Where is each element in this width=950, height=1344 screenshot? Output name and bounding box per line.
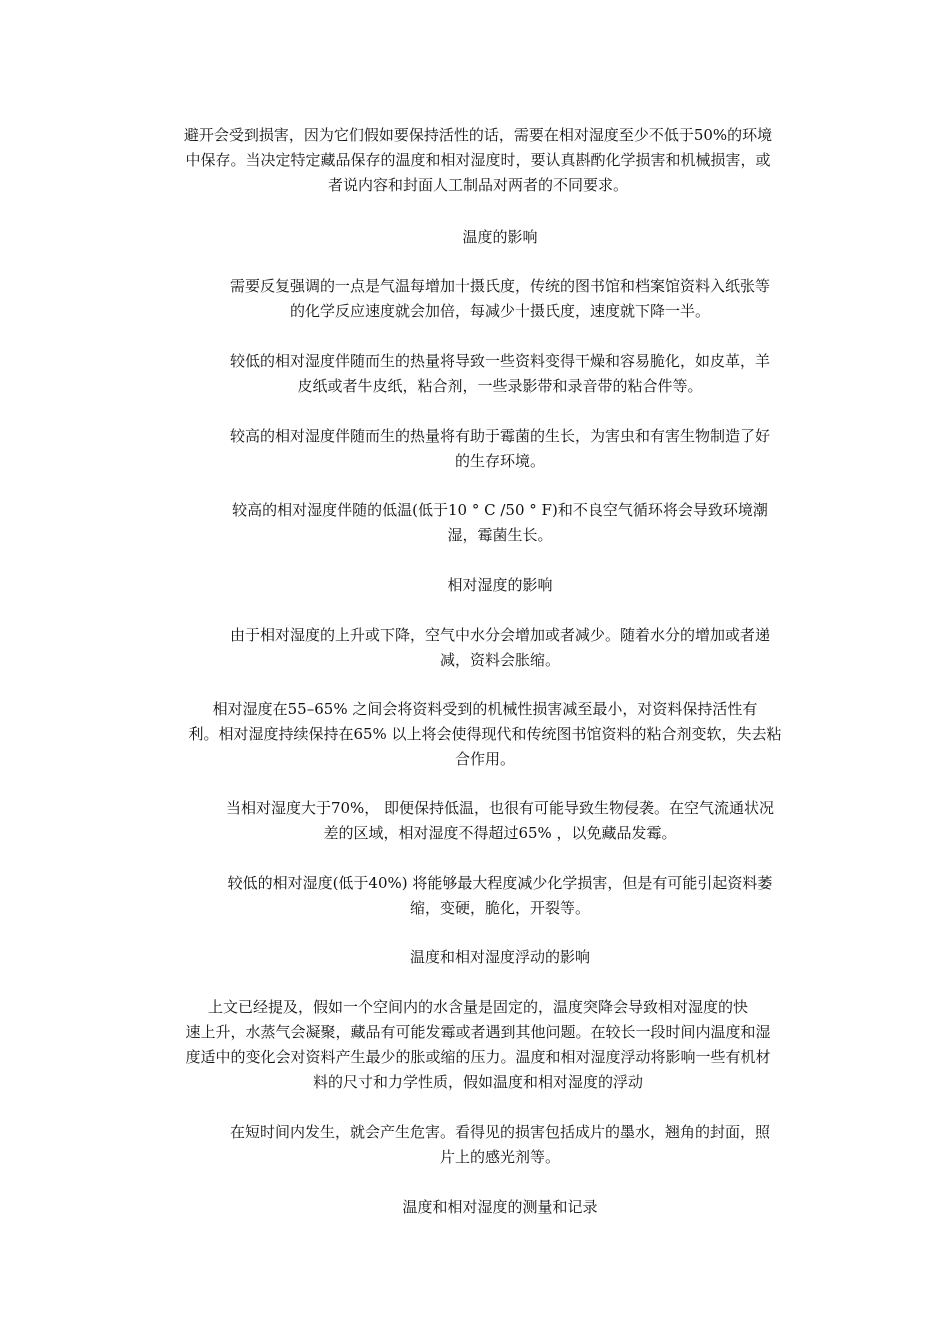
text-line: 中保存。当决定特定藏品保存的温度和相对湿度时，要认真斟酌化学损害和机械损害，或 xyxy=(185,151,771,169)
section-heading-measurement: 温度和相对湿度的测量和记录 xyxy=(402,1198,598,1216)
paragraph xyxy=(190,424,810,474)
text-line: 上文已经提及，假如一个空间内的水含量是固定的，温度突降会导致相对湿度的快 xyxy=(207,998,748,1016)
section-heading-temperature: 温度的影响 xyxy=(462,228,538,246)
text-line: 较高的相对湿度伴随的低温(低于10 ° C /50 ° F)和不良空气循环将会导致环境潮 xyxy=(232,501,768,519)
text-line: 缩，变硬，脆化，开裂等。 xyxy=(409,899,590,917)
text-line: 速上升，水蒸气会凝聚，藏品有可能发霉或者遇到其他问题。在较长一段时间内温度和湿 xyxy=(185,1023,771,1041)
paragraph xyxy=(190,498,810,548)
text-line: 在短时间内发生，就会产生危害。看得见的损害包括成片的墨水，翘角的封面，照 xyxy=(229,1123,770,1141)
text-line: 较低的相对湿度伴随而生的热量将导致一些资料变得干燥和容易脆化，如皮革，羊 xyxy=(229,352,770,370)
text-line: 者说内容和封面人工制品对两者的不同要求。 xyxy=(327,176,628,194)
text-line: 较高的相对湿度伴随而生的热量将有助于霉菌的生长，为害虫和有害生物制造了好 xyxy=(229,427,770,445)
paragraph xyxy=(140,995,816,1095)
text-line: 相对湿度在55–65% 之间会将资料受到的机械性损害减至最小，对资料保持活性有 xyxy=(212,700,758,718)
text-line: 的生存环境。 xyxy=(454,452,545,470)
text-line: 湿，霉菌生长。 xyxy=(447,526,553,544)
paragraph xyxy=(190,796,810,846)
text-line: 料的尺寸和力学性质，假如温度和相对湿度的浮动 xyxy=(312,1073,643,1091)
text-line: 差的区域，相对湿度不得超过65% ，以免藏品发霉。 xyxy=(323,824,677,842)
text-line: 片上的感光剂等。 xyxy=(439,1148,560,1166)
text-line: 当相对湿度大于70%， 即便保持低温，也很有可能导致生物侵袭。在空气流通状况 xyxy=(225,799,775,817)
text-line: 利。相对湿度持续保持在65% 以上将会使得现代和传统图书馆资料的粘合剂变软，失去粘 xyxy=(188,725,782,743)
text-line: 由于相对湿度的上升或下降，空气中水分会增加或者减少。随着水分的增加或者递 xyxy=(229,626,770,644)
text-line: 的化学反应速度就会加倍，每减少十摄氏度，速度就下降一半。 xyxy=(289,302,710,320)
text-line: 需要反复强调的一点是气温每增加十摄氏度，传统的图书馆和档案馆资料入纸张等 xyxy=(229,277,770,295)
paragraph xyxy=(190,871,810,921)
paragraph xyxy=(190,623,810,673)
section-heading-relative-humidity: 相对湿度的影响 xyxy=(447,576,553,594)
text-line: 合作用。 xyxy=(454,750,515,768)
paragraph xyxy=(190,349,810,399)
paragraph xyxy=(135,697,835,772)
text-line: 度适中的变化会对资料产生最少的胀或缩的压力。温度和相对湿度浮动将影响一些有机材 xyxy=(185,1048,771,1066)
section-heading-fluctuation: 温度和相对湿度浮动的影响 xyxy=(409,948,590,966)
intro-paragraph xyxy=(140,123,816,198)
paragraph xyxy=(190,1120,810,1170)
text-line: 减，资料会胀缩。 xyxy=(439,651,560,669)
text-line: 皮纸或者牛皮纸，粘合剂，一些录影带和录音带的粘合件等。 xyxy=(297,377,703,395)
text-line: 避开会受到损害，因为它们假如要保持活性的话，需要在相对湿度至少不低于50%的环境 xyxy=(183,126,773,144)
text-line: 较低的相对湿度(低于40%) 将能够最大程度减少化学损害，但是有可能引起资料萎 xyxy=(227,874,773,892)
paragraph xyxy=(190,274,810,324)
